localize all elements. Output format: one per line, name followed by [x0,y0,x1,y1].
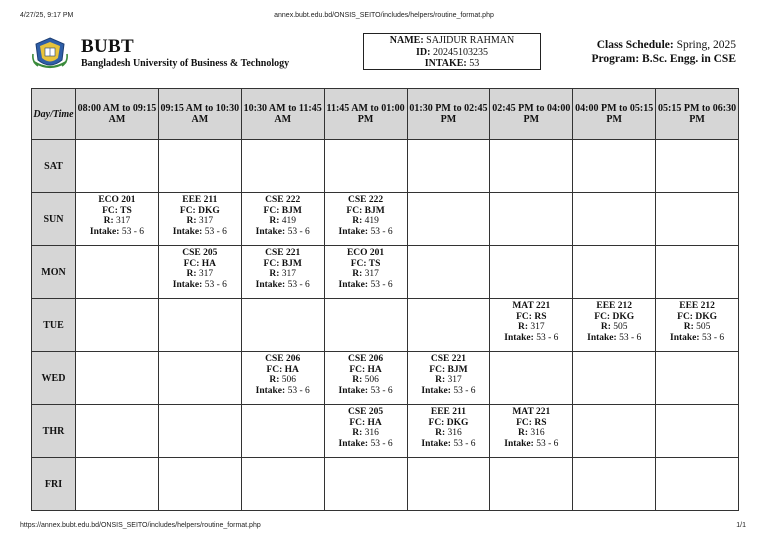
intake-line [408,439,490,450]
student-name-line [364,35,540,47]
empty-cell [407,193,490,246]
room-label: R: [269,216,280,227]
room-number: 317 [281,269,297,280]
class-cell [158,193,241,246]
room-number: 505 [613,322,628,333]
intake-line [76,227,158,238]
course-code: CSE 222 [265,195,301,205]
empty-cell [241,405,324,458]
intake-label: Intake: [504,332,534,343]
course-code: EEE 212 [596,301,632,311]
intake-line [656,333,738,344]
student-intake-label: INTAKE: [424,58,467,69]
intake-section: 53 - 6 [536,332,559,343]
faculty-code: DKG [446,417,469,428]
program-name: B.Sc. Engg. in CSE [642,53,736,65]
room-line [408,375,490,386]
empty-cell [573,458,656,511]
room-label: R: [186,216,197,227]
intake-label: Intake: [338,438,369,449]
empty-cell [490,352,573,405]
room-label: R: [435,375,446,386]
room-label: R: [517,428,529,439]
faculty-label: FC: [349,417,366,428]
class-cell [76,193,159,246]
empty-cell [241,458,324,511]
faculty-line [325,418,407,429]
empty-cell [490,193,573,246]
empty-cell [407,246,490,299]
class-cell [324,246,407,299]
course-code: EEE 212 [679,301,715,311]
faculty-code: BJM [281,258,302,269]
faculty-code: TS [120,205,132,216]
empty-cell [656,246,739,299]
intake-section: 53 - 6 [370,226,393,237]
page-number: 1/1 [736,522,746,529]
class-cell [241,352,324,405]
day-label: WED [32,352,76,405]
room-line [325,216,407,227]
intake-label: Intake: [421,438,451,449]
faculty-line [325,206,407,217]
empty-cell [76,405,159,458]
time-header-row [32,89,739,140]
class-cell [490,405,573,458]
intake-line [242,227,324,238]
course-code: EEE 211 [430,407,466,417]
student-info-box [363,33,541,70]
intake-label: Intake: [172,279,203,290]
empty-cell [324,299,407,352]
intake-section: 53 - 6 [287,279,310,290]
intake-label: Intake: [255,385,286,396]
empty-cell [573,405,656,458]
empty-cell [656,352,739,405]
intake-label: Intake: [338,226,369,237]
student-id-line [364,47,540,59]
intake-label: Intake: [504,438,534,449]
empty-cell [76,246,159,299]
faculty-label: FC: [677,311,693,322]
course-code: CSE 222 [348,195,384,205]
room-label: R: [435,428,446,439]
faculty-line [325,365,407,376]
intake-section: 53 - 6 [287,226,310,237]
course-code: CSE 221 [430,354,466,364]
course-code: ECO 201 [346,248,385,258]
faculty-label: FC: [349,364,366,375]
course-code: MAT 221 [512,301,551,311]
intake-section: 53 - 6 [370,385,393,396]
faculty-code: HA [367,364,382,375]
faculty-line [242,206,324,217]
intake-line [325,280,407,291]
empty-cell [158,140,241,193]
intake-label: Intake: [338,385,369,396]
intake-section: 53 - 6 [370,438,393,449]
routine-table [31,88,739,511]
empty-cell [76,299,159,352]
faculty-label: FC: [350,258,367,269]
course-code: CSE 206 [265,354,301,364]
empty-cell [158,405,241,458]
intake-section: 53 - 6 [453,385,476,396]
room-line [159,216,241,227]
student-intake-line [364,58,540,70]
room-line [242,269,324,280]
print-url: annex.bubt.edu.bd/ONSIS_SEITO/includes/helpers/routine_format.php [274,12,494,19]
intake-line [408,386,490,397]
empty-cell [158,458,241,511]
intake-line [325,227,407,238]
intake-label: Intake: [587,332,617,343]
intake-section: 53 - 6 [619,332,642,343]
schedule-label: Class Schedule: [596,39,674,51]
schedule-term: Spring, 2025 [676,39,736,51]
time-slot-header: 10:30 AM to 11:45 AM [241,89,324,140]
time-slot-header: 01:30 PM to 02:45 PM [407,89,490,140]
time-slot-header: 04:00 PM to 05:15 PM [573,89,656,140]
room-number: 505 [696,322,711,333]
course-code: MAT 221 [512,407,551,417]
empty-cell [490,140,573,193]
day-row-sun [32,193,739,246]
room-label: R: [683,322,694,333]
faculty-label: FC: [102,205,118,216]
faculty-line [159,259,241,270]
faculty-label: FC: [179,205,196,216]
class-cell [656,299,739,352]
day-row-wed [32,352,739,405]
university-full-name: Bangladesh University of Business & Technology [81,58,290,69]
faculty-label: FC: [516,311,532,322]
faculty-code: BJM [281,205,302,216]
empty-cell [656,140,739,193]
intake-line [325,439,407,450]
room-label: R: [352,428,363,439]
empty-cell [490,458,573,511]
day-time-header: Day/Time [32,89,76,140]
student-id-label: ID: [416,46,431,58]
print-header [0,9,768,23]
faculty-code: RS [534,311,547,322]
faculty-label: FC: [183,258,200,269]
room-number: 316 [447,428,462,439]
faculty-line [76,206,158,217]
university-short-name: BUBT [81,36,134,57]
room-label: R: [103,216,114,227]
day-row-tue [32,299,739,352]
intake-line [573,333,655,344]
room-label: R: [269,375,280,386]
room-number: 316 [364,428,379,439]
room-number: 317 [116,216,131,227]
room-number: 317 [447,375,462,386]
faculty-code: BJM [364,205,385,216]
class-cell [490,299,573,352]
day-label: MON [32,246,76,299]
room-number: 419 [281,216,297,227]
intake-label: Intake: [670,332,700,343]
faculty-label: FC: [263,258,280,269]
empty-cell [656,458,739,511]
intake-section: 53 - 6 [204,226,227,237]
class-cell [241,246,324,299]
faculty-label: FC: [428,417,445,428]
intake-section: 53 - 6 [287,385,310,396]
faculty-line [242,365,324,376]
class-cell [241,193,324,246]
room-line [490,428,572,439]
faculty-line [408,418,490,429]
empty-cell [656,193,739,246]
room-label: R: [517,322,529,333]
course-code: ECO 201 [98,195,136,205]
time-slot-header: 11:45 AM to 01:00 PM [324,89,407,140]
intake-line [325,386,407,397]
faculty-label: FC: [516,417,532,428]
room-label: R: [186,269,197,280]
room-number: 317 [198,269,214,280]
time-slot-header: 08:00 AM to 09:15 AM [76,89,159,140]
program-line [591,52,736,66]
room-number: 419 [364,216,379,227]
program-label: Program: [591,53,640,65]
room-line [573,322,655,333]
room-number: 317 [364,269,379,280]
time-slot-header: 05:15 PM to 06:30 PM [656,89,739,140]
intake-label: Intake: [255,226,286,237]
empty-cell [241,299,324,352]
faculty-line [325,259,407,270]
empty-cell [158,352,241,405]
room-line [656,322,738,333]
day-row-sat [32,140,739,193]
room-label: R: [269,269,280,280]
student-id: 20245103235 [432,46,488,58]
faculty-line [408,365,490,376]
faculty-code: HA [284,364,299,375]
faculty-line [490,418,572,429]
room-number: 506 [281,375,297,386]
day-label: THR [32,405,76,458]
faculty-label: FC: [429,364,446,375]
intake-section: 53 - 6 [121,226,144,237]
intake-label: Intake: [421,385,451,396]
room-line [490,322,572,333]
university-crest-icon [30,36,70,72]
empty-cell [324,458,407,511]
faculty-code: DKG [612,311,635,322]
empty-cell [76,352,159,405]
empty-cell [76,458,159,511]
faculty-code: DKG [198,205,220,216]
empty-cell [324,140,407,193]
faculty-code: HA [367,417,382,428]
faculty-label: FC: [263,205,280,216]
student-name-label: NAME: [389,35,424,46]
day-label: TUE [32,299,76,352]
empty-cell [241,140,324,193]
empty-cell [407,140,490,193]
intake-line [490,439,572,450]
day-label: FRI [32,458,76,511]
room-line [408,428,490,439]
empty-cell [573,140,656,193]
day-label: SUN [32,193,76,246]
intake-section: 53 - 6 [701,332,725,343]
faculty-code: HA [201,258,217,269]
intake-label: Intake: [89,226,120,237]
room-number: 317 [530,322,545,333]
room-line [325,375,407,386]
room-line [76,216,158,227]
room-line [325,428,407,439]
intake-line [242,280,324,291]
faculty-line [242,259,324,270]
intake-line [242,386,324,397]
intake-line [490,333,572,344]
empty-cell [573,352,656,405]
intake-line [159,280,241,291]
intake-section: 53 - 6 [204,279,227,290]
room-label: R: [352,269,363,280]
room-number: 317 [198,216,214,227]
student-name: SAJIDUR RAHMAN [426,35,515,46]
intake-section: 53 - 6 [453,438,476,449]
empty-cell [656,405,739,458]
routine-body [32,140,739,511]
faculty-label: FC: [346,205,363,216]
faculty-line [573,312,655,323]
class-cell [324,405,407,458]
faculty-code: TS [368,258,381,269]
empty-cell [573,246,656,299]
class-cell [324,193,407,246]
class-cell [324,352,407,405]
intake-label: Intake: [338,279,369,290]
room-line [159,269,241,280]
student-intake: 53 [469,58,480,69]
room-line [242,375,324,386]
faculty-line [159,206,241,217]
intake-label: Intake: [172,226,203,237]
faculty-code: BJM [447,364,468,375]
day-row-fri [32,458,739,511]
time-slot-header: 09:15 AM to 10:30 AM [158,89,241,140]
class-cell [407,405,490,458]
schedule-term-line [591,38,736,52]
print-footer [0,519,768,533]
room-line [242,216,324,227]
empty-cell [490,246,573,299]
faculty-label: FC: [594,311,611,322]
class-cell [158,246,241,299]
room-label: R: [600,322,611,333]
empty-cell [407,458,490,511]
faculty-code: DKG [695,311,717,322]
intake-section: 53 - 6 [370,279,393,290]
time-slot-header: 02:45 PM to 04:00 PM [490,89,573,140]
print-footer-url: https://annex.bubt.edu.bd/ONSIS_SEITO/includes/helpers/routine_format.php [20,522,261,529]
course-code: CSE 205 [348,407,384,417]
room-label: R: [352,375,363,386]
empty-cell [407,299,490,352]
print-datetime: 4/27/25, 9:17 PM [20,12,74,19]
course-code: CSE 221 [265,248,301,258]
course-code: CSE 205 [182,248,218,258]
faculty-line [490,312,572,323]
day-label: SAT [32,140,76,193]
intake-line [159,227,241,238]
intake-label: Intake: [255,279,286,290]
course-code: CSE 206 [348,354,384,364]
room-label: R: [352,216,363,227]
day-row-thr [32,405,739,458]
day-row-mon [32,246,739,299]
room-line [325,269,407,280]
intake-section: 53 - 6 [536,438,559,449]
empty-cell [76,140,159,193]
empty-cell [158,299,241,352]
class-cell [573,299,656,352]
room-number: 316 [530,428,545,439]
schedule-info [591,38,736,66]
course-code: EEE 211 [182,195,218,205]
room-number: 506 [364,375,379,386]
faculty-label: FC: [266,364,283,375]
faculty-code: RS [534,417,547,428]
class-cell [407,352,490,405]
faculty-line [656,312,738,323]
empty-cell [573,193,656,246]
